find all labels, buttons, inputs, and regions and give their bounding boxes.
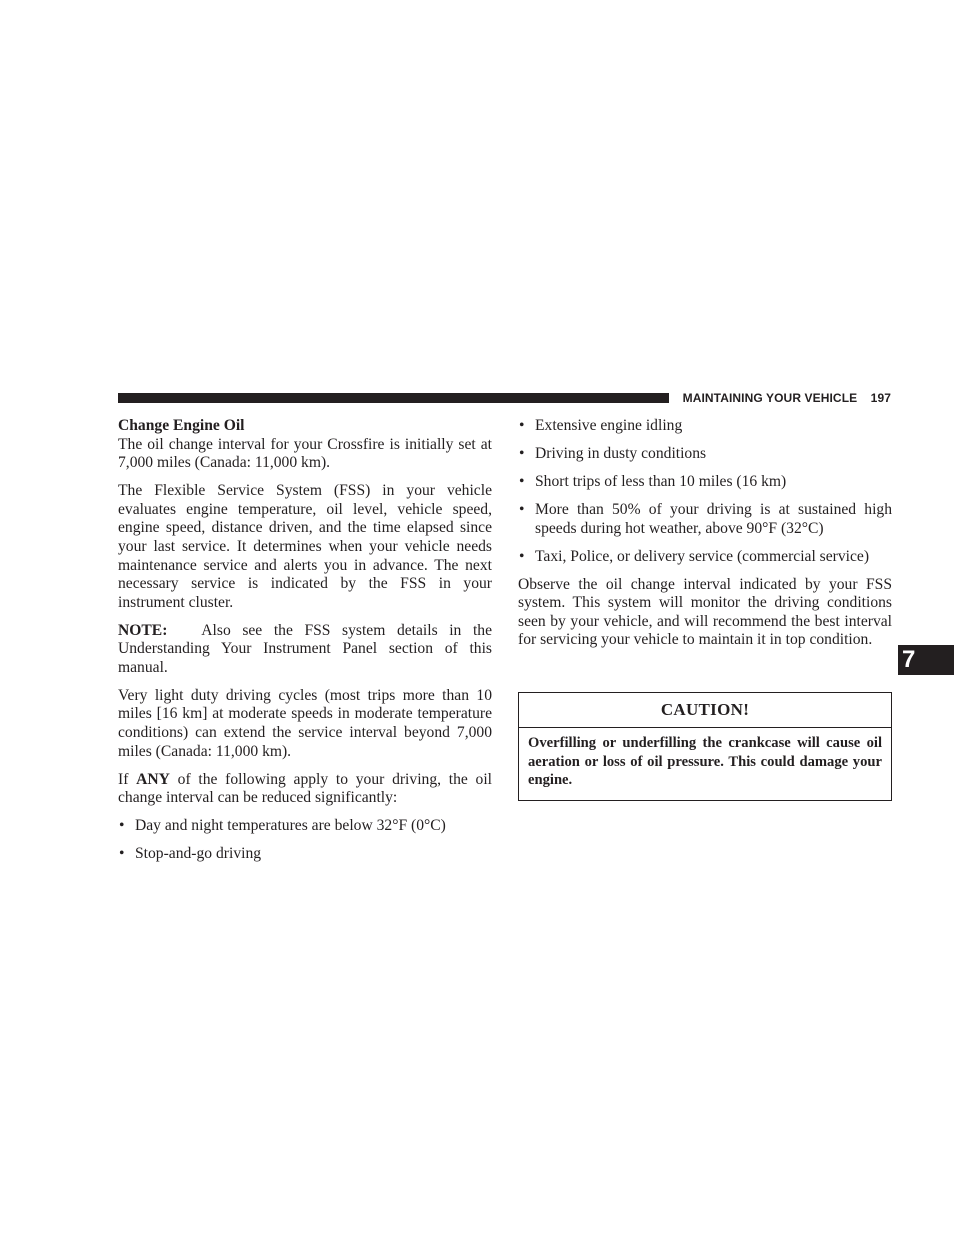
caution-title: CAUTION! xyxy=(519,693,891,728)
header-rule xyxy=(118,393,669,403)
right-column xyxy=(518,417,892,659)
list-item: • Day and night temperatures are below 32°F (0°C) xyxy=(118,817,492,836)
paragraph-fss: The Flexible Service System (FSS) in your vehicle evaluates engine temperature, oil level, vehicle speed, engine speed, distance driven, and the time elapsed since your last service. It determines when your vehicle needs maintenance service and alerts you in advance. The next necessary service is indicated by the FSS in your instrument cluster. xyxy=(118,482,492,611)
list-item: • More than 50% of your driving is at sustained high speeds during hot weather, above 90°F (32°C) xyxy=(518,501,892,538)
condition-list-left xyxy=(118,817,492,864)
condition-list-right xyxy=(518,417,892,566)
caution-box xyxy=(518,692,892,801)
note-text: Also see the FSS system details in the Understanding Your Instrument Panel section of this manual. xyxy=(118,621,492,676)
list-item: • Extensive engine idling xyxy=(518,417,892,436)
page-number: 197 xyxy=(870,391,891,405)
section-title: MAINTAINING YOUR VEHICLE xyxy=(682,391,858,405)
any-prefix: If xyxy=(118,770,129,788)
paragraph-oil-interval: The oil change interval for your Crossfire is initially set at 7,000 miles (Canada: 11,000 km). xyxy=(118,435,492,472)
note-label: NOTE: xyxy=(118,621,168,639)
list-item: • Short trips of less than 10 miles (16 km) xyxy=(518,473,892,492)
paragraph-any-conditions xyxy=(118,771,492,808)
paragraph-light-duty: Very light duty driving cycles (most trips more than 10 miles [16 km] at moderate speeds in moderate temperature conditions) can extend the service interval beyond 7,000 miles (Canada: 11,000 km). xyxy=(118,686,492,760)
running-header xyxy=(683,390,891,406)
list-item: • Taxi, Police, or delivery service (commercial service) xyxy=(518,548,892,567)
list-item: • Driving in dusty conditions xyxy=(518,445,892,464)
any-suffix: of the following apply to your driving, the oil change interval can be reduced significantly: xyxy=(118,770,492,807)
section-heading: Change Engine Oil xyxy=(118,417,245,434)
list-item: • Stop-and-go driving xyxy=(118,845,492,864)
chapter-tab: 7 xyxy=(898,645,954,675)
caution-text: Overfilling or underfilling the crankcase will cause oil aeration or loss of oil pressure. This could damage your engine. xyxy=(528,735,882,789)
note-paragraph xyxy=(118,622,492,678)
any-emphasis: ANY xyxy=(136,770,170,788)
paragraph-observe-interval: Observe the oil change interval indicated by your FSS system. This system will monitor the driving conditions seen by your vehicle, and will recommend the best interval for servicing your vehicle to maintain it in top condition. xyxy=(518,575,892,649)
left-column xyxy=(118,417,492,873)
